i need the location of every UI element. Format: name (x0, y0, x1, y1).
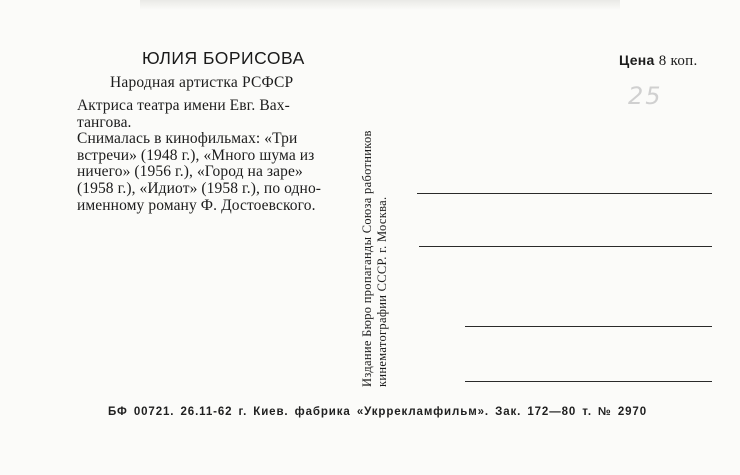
price (619, 52, 698, 70)
print-details: БФ 00721. 26.11-62 г. Киев. фабрика «Укррекламфильм». Зак. 172—80 т. № 2970 (108, 406, 648, 418)
biography (77, 98, 377, 214)
address-line (417, 193, 712, 194)
bio-line: (1958 г.), «Идиот» (1958 г.), по одно- (77, 179, 322, 197)
bio-line: ничего» (1956 г.), «Город на заре» (77, 163, 303, 181)
bio-line: именному роману Ф. Достоевского. (77, 196, 316, 214)
bio-line: тангова. (77, 113, 132, 131)
actress-name: ЮЛИЯ БОРИСОВА (142, 48, 305, 68)
address-line (465, 381, 712, 382)
price-value: 8 коп. (658, 53, 698, 69)
publisher-imprint (360, 130, 390, 387)
bio-line: Актриса театра имени Евг. Вах- (77, 97, 290, 114)
publisher-line: кинематографии СССР. г. Москва. (375, 196, 389, 387)
bio-line: встречи» (1948 г.), «Много шума из (77, 146, 315, 164)
price-label: Цена (619, 52, 655, 68)
top-edge-stain (140, 0, 620, 10)
address-line (465, 326, 712, 327)
pencil-mark: 25 (628, 82, 663, 110)
address-line (419, 246, 712, 247)
publisher-line: Издание Бюро пропаганды Союза работников (360, 130, 374, 387)
bio-line: Снималась в кинофильмах: «Три (77, 130, 298, 148)
actress-title: Народная артистка РСФСР (110, 74, 294, 91)
